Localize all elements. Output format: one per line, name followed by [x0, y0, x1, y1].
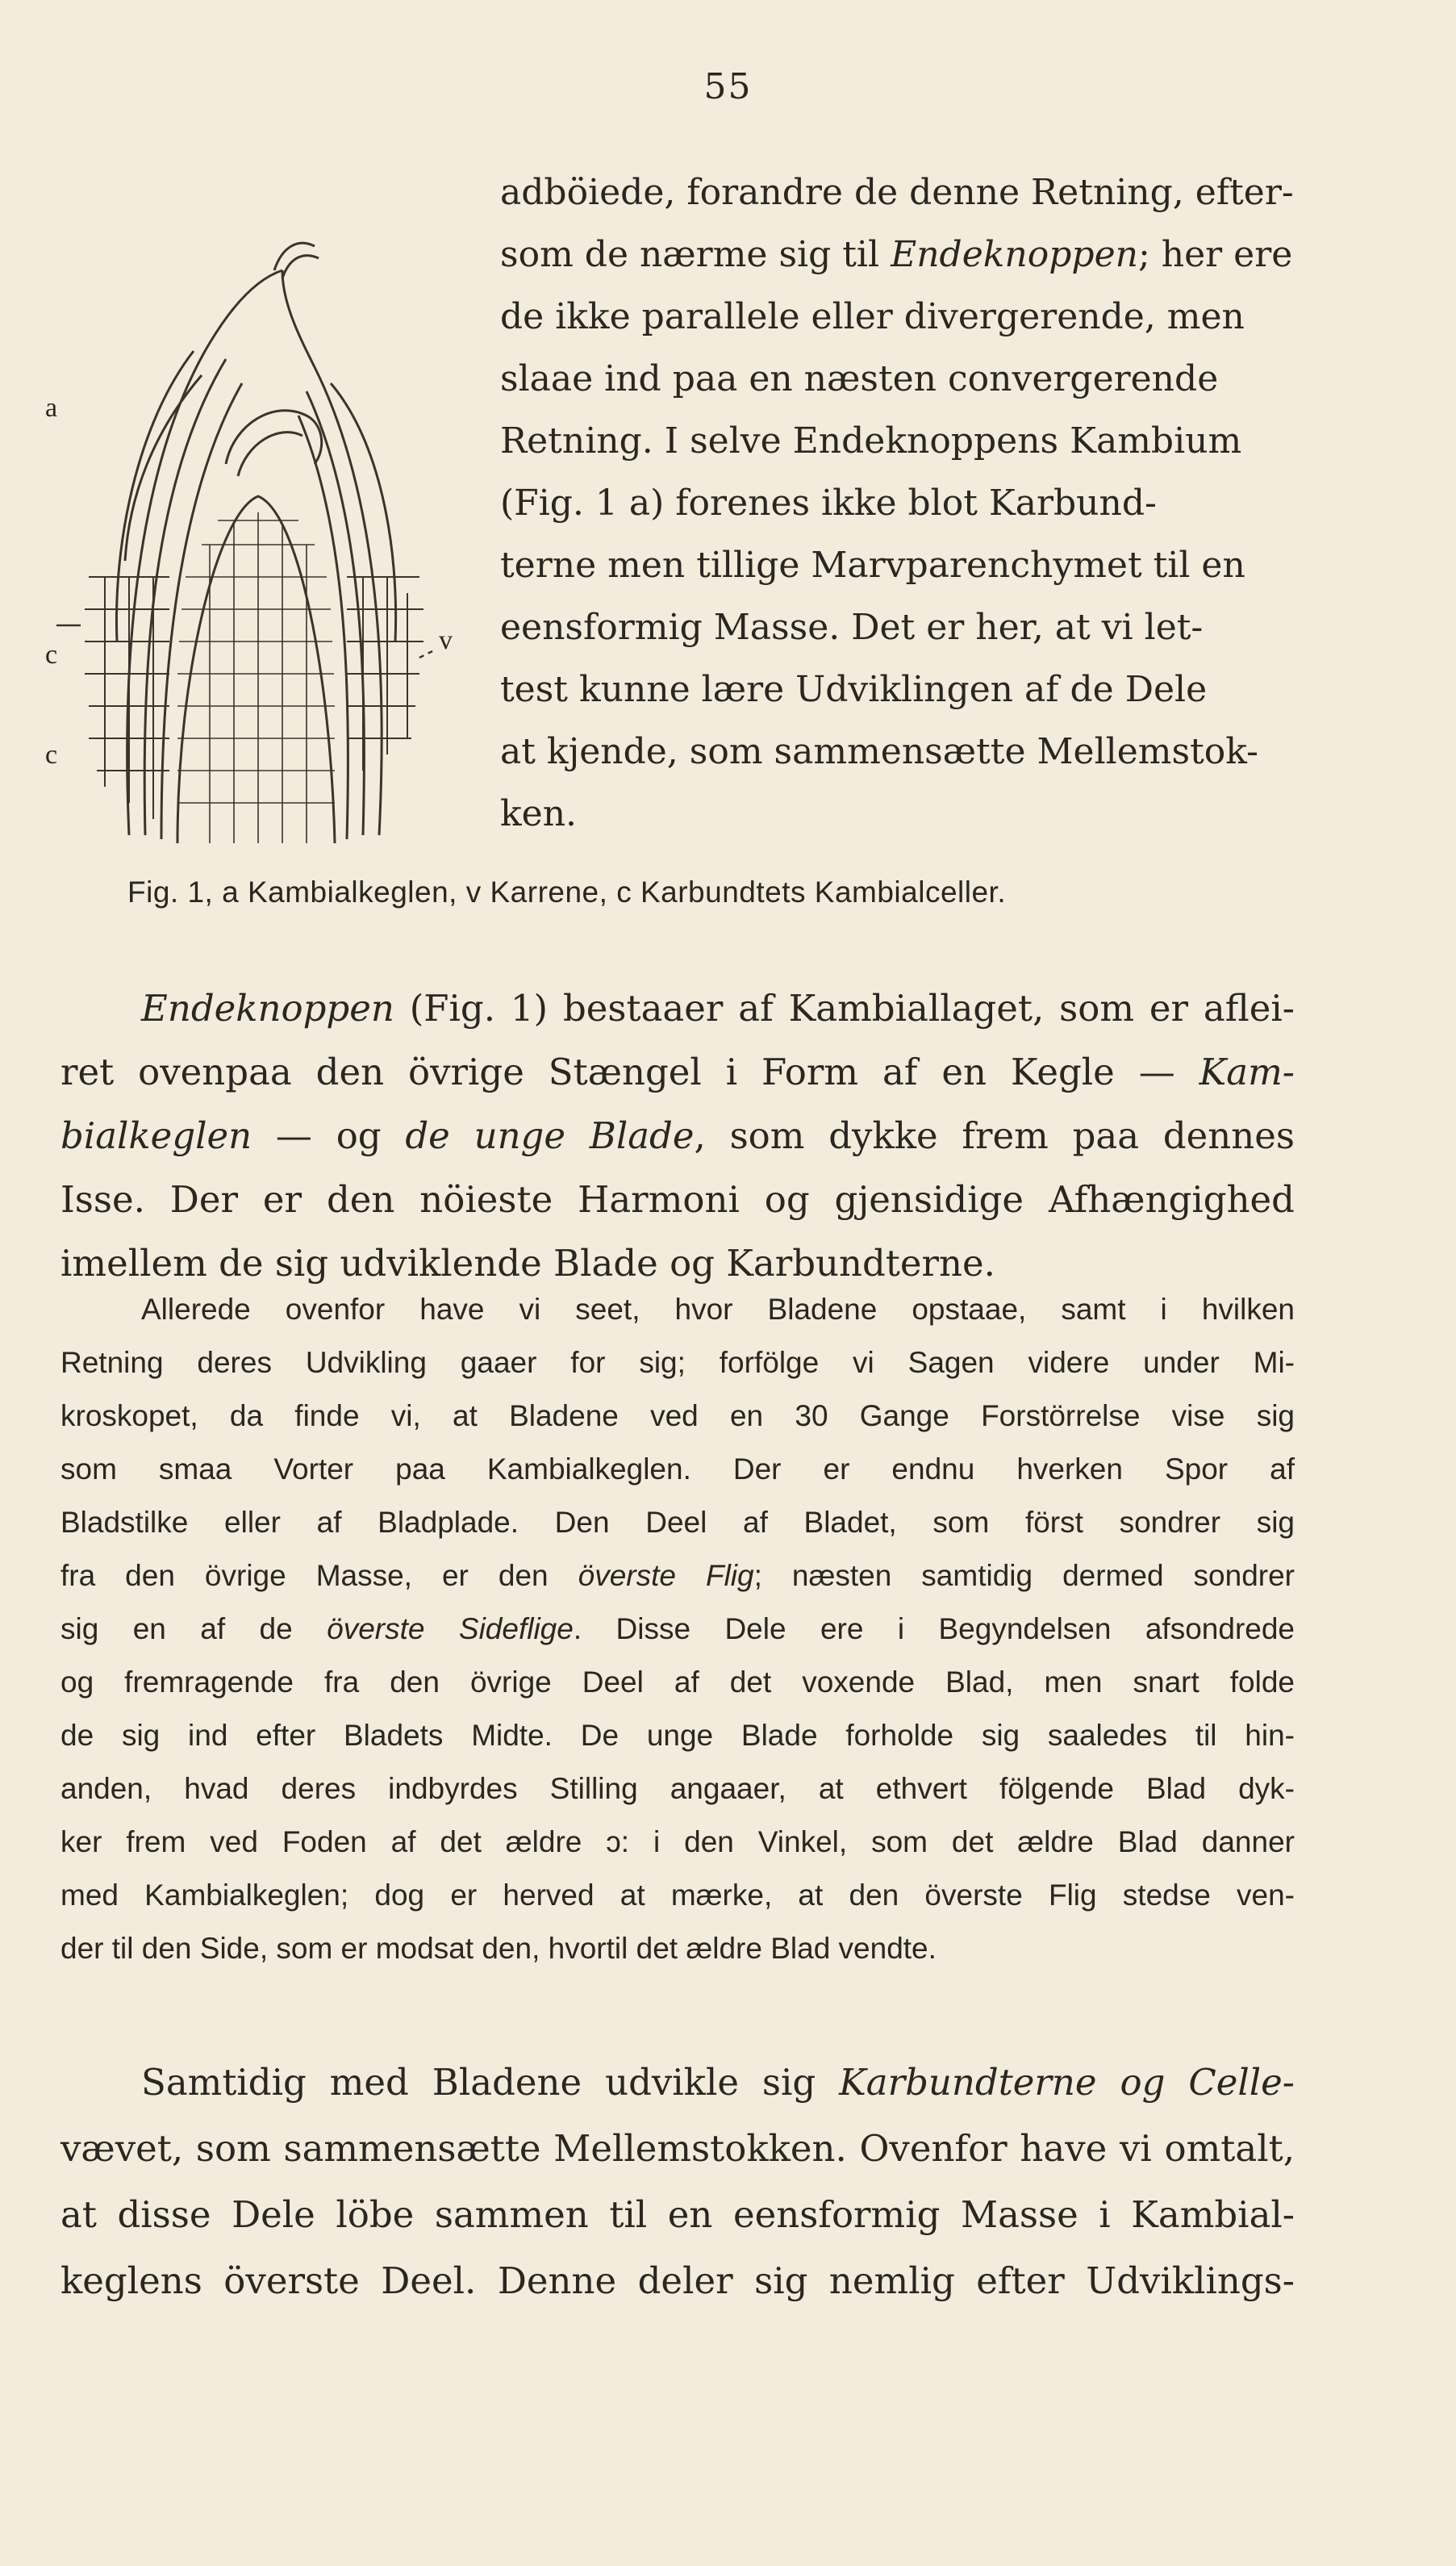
text-line: (Fig. 1 a) forenes ikke blot Karbund-: [500, 483, 1157, 524]
text-line: at disse Dele löbe sammen til en eensformig Masse i Kambial-: [60, 2193, 1295, 2236]
text-line: ken.: [500, 793, 578, 834]
text-line: bialkeglen — og de unge Blade, som dykke frem paa dennes: [60, 1114, 1295, 1157]
text-line: imellem de sig udviklende Blade og Karbundterne.: [60, 1242, 995, 1285]
text-line: som smaa Vorter paa Kambialkeglen. Der er endnu hverken Spor af: [60, 1452, 1295, 1486]
text-line: de ikke parallele eller divergerende, men: [500, 296, 1245, 337]
page-number: 55: [703, 66, 753, 107]
text-line: eensformig Masse. Det er her, at vi let-: [500, 607, 1204, 648]
text-line: fra den övrige Masse, er den överste Flig; næsten samtidig dermed sondrer: [60, 1559, 1295, 1592]
text-line: der til den Side, som er modsat den, hvortil det ældre Blad vendte.: [60, 1932, 937, 1965]
text-line: og fremragende fra den övrige Deel af det voxende Blad, men snart folde: [60, 1665, 1295, 1699]
text-line: Retning. I selve Endeknoppens Kambium: [500, 420, 1242, 462]
text-line: de sig ind efter Bladets Midte. De unge Blade forholde sig saaledes til hin-: [60, 1719, 1295, 1752]
text-line: Retning deres Udvikling gaaer for sig; forfölge vi Sagen videre under Mi-: [60, 1346, 1295, 1379]
text-line: som de nærme sig til Endeknoppen; her ere: [500, 234, 1293, 275]
text-line: Samtidig med Bladene udvikle sig Karbundterne og Celle-: [141, 2061, 1295, 2104]
right-column-text: [500, 161, 1339, 845]
text-line: terne men tillige Marvparenchymet til en: [500, 545, 1245, 586]
text-line: Bladstilke eller af Bladplade. Den Deel af Bladet, som först sondrer sig: [60, 1506, 1295, 1539]
paragraph-karbundterne: [60, 2050, 1295, 2314]
paragraph-endeknoppen: [60, 976, 1295, 1295]
text-line: Isse. Der er den nöieste Harmoni og gjensidige Afhængighed: [60, 1178, 1295, 1221]
text-line: anden, hvad deres indbyrdes Stilling angaaer, at ethvert fölgende Blad dyk-: [60, 1772, 1295, 1805]
label-c-lower: c: [45, 740, 58, 770]
text-line: slaae ind paa en næsten convergerende: [500, 358, 1219, 399]
text-line: ret ovenpaa den övrige Stængel i Form af en Kegle — Kam-: [60, 1051, 1295, 1093]
text-line: adböiede, forandre de denne Retning, efter-: [500, 172, 1294, 213]
text-line: test kunne lære Udviklingen af de Dele: [500, 669, 1208, 710]
text-line: med Kambialkeglen; dog er herved at mærke, at den överste Flig stedse ven-: [60, 1879, 1295, 1912]
label-a: a: [45, 393, 58, 423]
text-line: Endeknoppen (Fig. 1) bestaaer af Kambiallaget, som er aflei-: [141, 987, 1295, 1030]
text-line: sig en af de överste Sideflige. Disse Dele ere i Begyndelsen afsondrede: [60, 1612, 1295, 1645]
label-c-upper: c: [45, 640, 58, 670]
text-line: Allerede ovenfor have vi seet, hvor Bladene opstaae, samt i hvilken: [141, 1293, 1295, 1326]
paragraph-small-type: [60, 1283, 1295, 1975]
figure-caption: Fig. 1, a Kambialkeglen, v Karrene, c Karbundtets Kambialceller.: [127, 876, 1007, 909]
text-line: at kjende, som sammensætte Mellemstok-: [500, 731, 1259, 772]
italic-term: Endeknoppen: [891, 234, 1138, 275]
kambialkeglen-drawing: [40, 157, 468, 867]
text-line: kroskopet, da finde vi, at Bladene ved en 30 Gange Forstörrelse vise sig: [60, 1399, 1295, 1432]
text-line: vævet, som sammensætte Mellemstokken. Ovenfor have vi omtalt,: [60, 2127, 1295, 2170]
text-line: keglens överste Deel. Denne deler sig nemlig efter Udviklings-: [60, 2259, 1295, 2302]
label-v: v: [439, 625, 453, 655]
text-line: ker frem ved Foden af det ældre ɔ: i den Vinkel, som det ældre Blad danner: [60, 1825, 1295, 1858]
figure-1-illustration: [40, 157, 468, 867]
